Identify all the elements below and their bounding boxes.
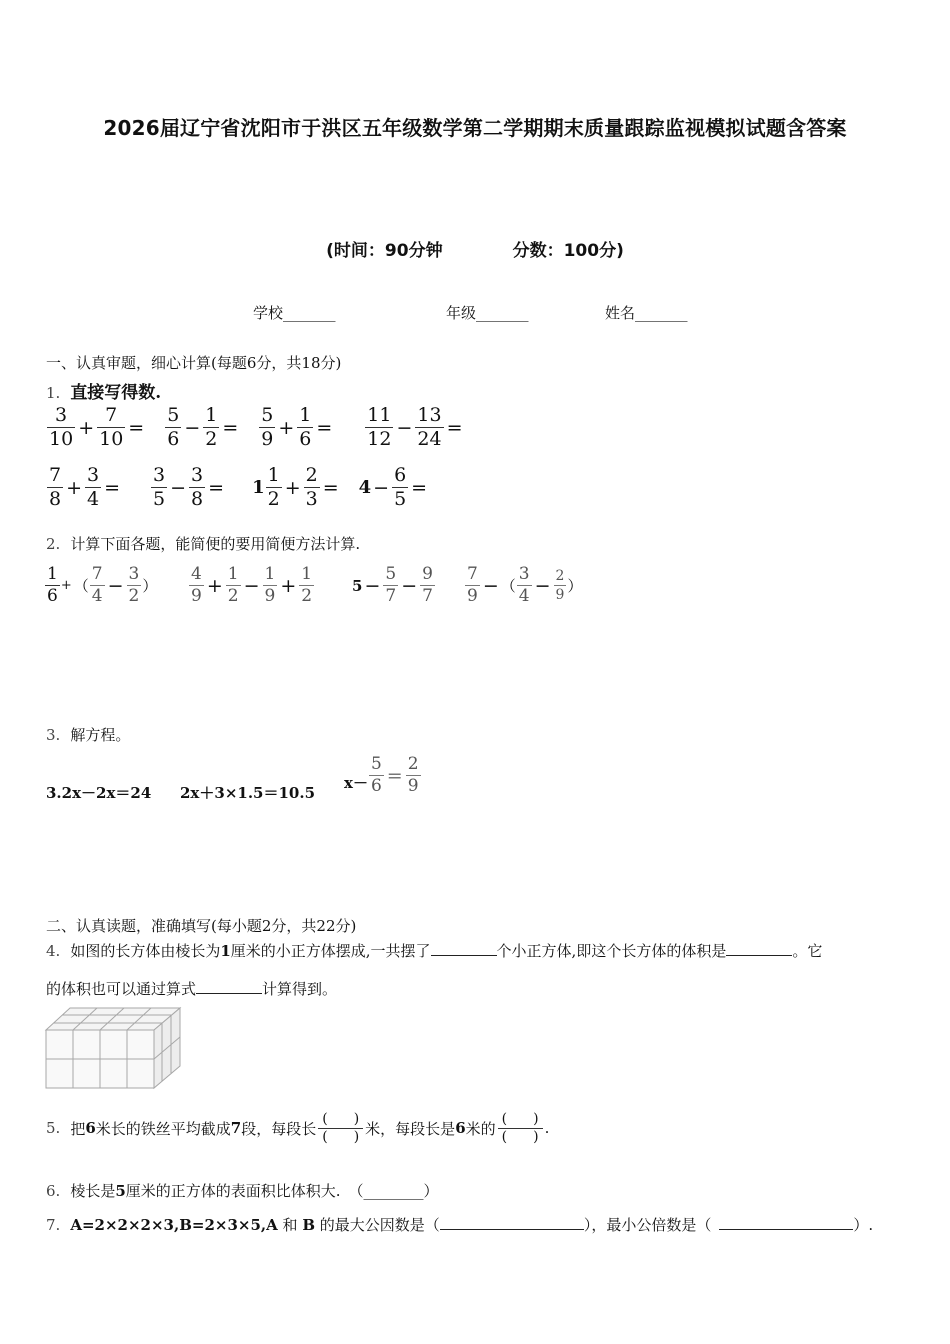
section-1-heading: 一、认真审题，细心计算(每题6分，共18分)	[46, 354, 342, 372]
fraction: $\frac{2}{3}$	[305, 464, 318, 510]
fraction: $\frac{7}{9}$	[467, 564, 478, 606]
fraction: $\frac{1}{2}$	[205, 404, 218, 450]
q1-row-1: $\frac{3}{10}$ + $\frac{7}{10}$ = $\frac{5}{6}$ − $\frac{1}{2}$ = $\frac{5}{9}$ + $\frac{1}{6}$ = $\frac{11}{12}$ − $\frac{13}{24}$ =	[49, 404, 463, 450]
question-1	[46, 378, 161, 403]
question-4-line-2: 的体积也可以通过算式 计算得到。	[46, 980, 338, 998]
fraction: $\frac{1}{6}$	[299, 404, 312, 450]
section-2-heading: 二、认真读题，准确填写(每小题2分，共22分)	[46, 917, 357, 935]
fraction: $\frac{1}{2}$	[301, 564, 313, 606]
question-number: 5.	[46, 1119, 61, 1138]
fraction: $\frac{5}{7}$	[385, 564, 397, 606]
question-7: 7. A=2×2×2×3,B=2×3×5,A 和 B 的最大公因数是（ ），最小公倍数是（ ）.	[46, 1216, 874, 1234]
q1-row-2: $\frac{7}{8}$ + $\frac{3}{4}$ = $\frac{3}{5}$ − $\frac{3}{8}$ = 1 $\frac{1}{2}$ + $\frac{2}{3}$ = 4 − $\frac{6}{5}$ =	[49, 464, 428, 510]
question-number: 7.	[46, 1216, 61, 1234]
question-number: 6.	[46, 1182, 61, 1200]
q2-expression-2: $\frac{4}{9}$ + $\frac{1}{2}$ − $\frac{1}{9}$ + $\frac{1}{2}$	[191, 564, 313, 606]
question-number: 2.	[46, 535, 61, 553]
exam-time: (时间：90分钟	[326, 241, 443, 261]
fraction-answer-blank[interactable]: ( ) ( )	[498, 1112, 543, 1144]
fraction: $\frac{7}{4}$	[91, 564, 103, 606]
cuboid-figure	[44, 1006, 184, 1092]
question-number: 3.	[46, 726, 61, 744]
answer-blank[interactable]	[196, 978, 262, 994]
equation-3: x－ $\frac{5}{6}$ = $\frac{2}{9}$	[344, 754, 419, 796]
fraction: $\frac{2}{9}$	[555, 568, 565, 603]
answer-blank[interactable]	[726, 940, 792, 956]
name-field[interactable]: 姓名_______	[605, 304, 688, 322]
fraction: $\frac{11}{12}$	[367, 404, 392, 450]
q2-expression-1: $\frac{1}{6}$ + （ $\frac{7}{4}$ − $\frac{3}{2}$ ）	[47, 564, 158, 606]
fraction: $\frac{3}{2}$	[128, 564, 140, 606]
fraction: $\frac{5}{6}$	[370, 754, 382, 796]
fraction-answer-blank[interactable]: ( ) ( )	[318, 1112, 363, 1144]
question-text: 直接写得数.	[70, 383, 162, 403]
grade-field[interactable]: 年级_______	[446, 304, 529, 322]
fraction: $\frac{3}{8}$	[191, 464, 204, 510]
exam-info	[0, 236, 950, 261]
question-text: 计算下面各题，能简便的要用简便方法计算.	[70, 535, 361, 553]
answer-blank[interactable]	[431, 940, 497, 956]
fraction: $\frac{5}{6}$	[167, 404, 180, 450]
fraction: $\frac{3}{10}$	[49, 404, 74, 450]
school-field[interactable]: 学校_______	[253, 304, 336, 322]
q2-expression-4: $\frac{7}{9}$ − （ $\frac{3}{4}$ − $\frac{2}{9}$ ）	[467, 564, 583, 606]
fraction: $\frac{1}{2}$	[267, 464, 280, 510]
question-6: 6. 棱长是5厘米的正方体的表面积比体积大. （________）	[46, 1182, 439, 1200]
fraction: $\frac{1}{2}$	[227, 564, 239, 606]
answer-blank[interactable]	[440, 1214, 584, 1230]
question-text: 解方程。	[70, 726, 131, 744]
fraction: $\frac{1}{6}$	[47, 564, 58, 606]
answer-blank[interactable]: （________）	[348, 1182, 439, 1200]
equation-2: 2x＋3×1.5＝10.5	[180, 784, 316, 802]
fraction: $\frac{7}{8}$	[49, 464, 62, 510]
fraction: $\frac{5}{9}$	[261, 404, 274, 450]
answer-blank[interactable]	[719, 1214, 853, 1230]
fraction: $\frac{3}{4}$	[87, 464, 100, 510]
page-title: 2026届辽宁省沈阳市于洪区五年级数学第二学期期末质量跟踪监视模拟试题含答案	[103, 116, 847, 140]
exam-score: 分数：100分)	[512, 241, 624, 261]
question-number: 1.	[46, 384, 61, 402]
q2-expression-3: 5 − $\frac{5}{7}$ − $\frac{9}{7}$	[352, 564, 433, 606]
fraction: $\frac{1}{9}$	[264, 564, 276, 606]
question-4-line-1: 4. 如图的长方体由棱长为1厘米的小正方体摆成,一共摆了 个小正方体,即这个长方体的体积是 。它	[46, 942, 823, 960]
fraction: $\frac{13}{24}$	[417, 404, 442, 450]
fraction: $\frac{3}{4}$	[518, 564, 530, 606]
question-3	[46, 724, 130, 745]
fraction: $\frac{3}{5}$	[153, 464, 166, 510]
fraction: $\frac{2}{9}$	[407, 754, 419, 796]
fraction: $\frac{4}{9}$	[191, 564, 202, 606]
fraction: $\frac{9}{7}$	[422, 564, 433, 606]
fraction: $\frac{6}{5}$	[394, 464, 407, 510]
fraction: $\frac{7}{10}$	[99, 404, 124, 450]
question-number: 4.	[46, 942, 61, 960]
equation-1: 3.2x－2x＝24	[46, 784, 152, 802]
question-2	[46, 533, 360, 554]
question-5: 5. 把 6 米长的铁丝平均截成 7 段，每段长 ( ) ( ) 米，每段长是 6 米的 ( ) ( ) .	[46, 1111, 550, 1145]
